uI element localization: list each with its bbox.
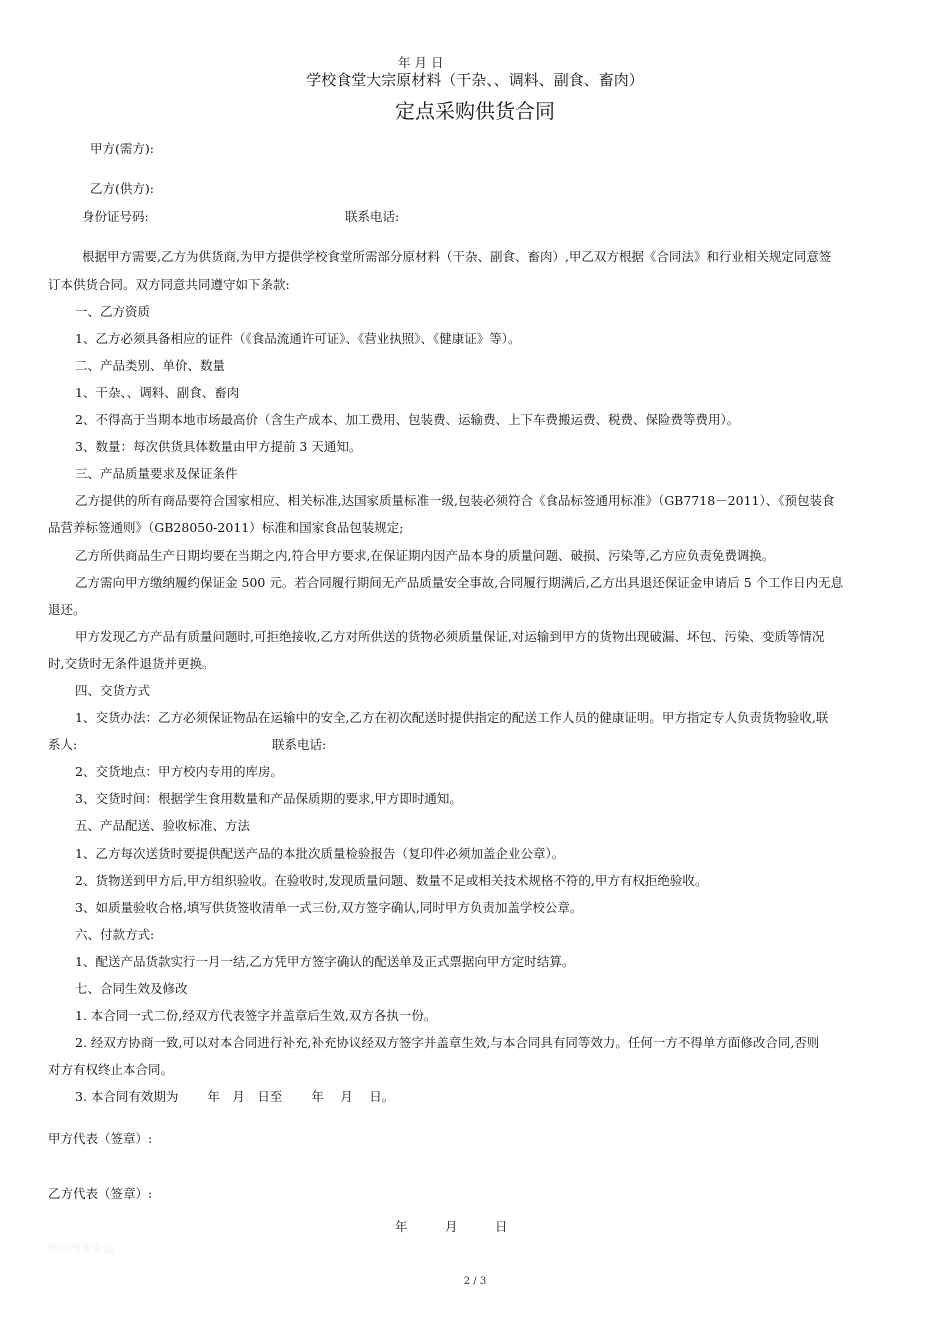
section-3-heading: 三、产品质量要求及保证条件 xyxy=(75,466,238,481)
header-date: 年 月 日 xyxy=(398,55,444,70)
party-a-label: 甲方(需方): xyxy=(90,141,154,156)
section-3-para-3-line-2: 退还。 xyxy=(48,602,86,617)
document-subtitle: 学校食堂大宗原材料（干杂、、调料、副食、畜肉） xyxy=(306,71,644,89)
section-3-para-2: 乙方所供商品生产日期均要在当期之内,符合甲方要求,在保证期内因产品本身的质量问题、破损、污染等,乙方应负责免费调换。 xyxy=(75,548,775,563)
section-1-item-1: 1、乙方必须具备相应的证件（《食品流通许可证》、《营业执照》、《健康证》等）。 xyxy=(75,331,521,346)
section-2-heading: 二、产品类别、单价、数量 xyxy=(75,358,226,373)
section-5-item-1: 1、乙方每次送货时要提供配送产品的本批次质量检验报告（复印件必须加盖企业公章）。 xyxy=(75,846,565,861)
section-7-item-3: 3. 本合同有效期为 年 月 日至 年 月 日。 xyxy=(75,1089,395,1104)
phone-label: 联系电话: xyxy=(345,209,400,224)
section-2-item-3: 3、数量：每次供货具体数量由甲方提前 3 天通知。 xyxy=(75,439,362,454)
section-4-heading: 四、交货方式 xyxy=(75,683,151,698)
section-4-item-1-line-1: 1、交货办法：乙方必须保证物品在运输中的安全,乙方在初次配送时提供指定的配送工作人员的健康证明。甲方指定专人负责货物验收,联 xyxy=(75,710,829,725)
party-b-label: 乙方(供方): xyxy=(90,181,154,196)
section-7-item-1: 1. 本合同一式二份,经双方代表签字并盖章后生效,双方各执一份。 xyxy=(75,1008,437,1023)
section-3-para-1-line-2: 品营养标签通则》（GB28050-2011）标准和国家食品包装规定; xyxy=(48,520,404,535)
section-7-item-2-line-2: 对方有权终止本合同。 xyxy=(48,1062,174,1077)
party-a-signature-label: 甲方代表（签章）: xyxy=(48,1131,153,1146)
page-number: 2 / 3 xyxy=(463,1276,487,1287)
intro-line-2: 订本供货合同。双方同意共同遵守如下条款: xyxy=(48,277,290,292)
intro-line-1: 根据甲方需要,乙方为供货商,为甲方提供学校食堂所需部分原材料（干杂、副食、畜肉）,甲乙双方根据《合同法》和行业相关规定同意签 xyxy=(82,249,832,264)
section-4-item-2: 2、交货地点：甲方校内专用的库房。 xyxy=(75,764,283,779)
watermark-text: 知识改变命运 xyxy=(48,1242,114,1255)
section-4-item-3: 3、交货时间：根据学生食用数量和产品保质期的要求,甲方即时通知。 xyxy=(75,791,462,806)
section-7-item-2-line-1: 2. 经双方协商一致,可以对本合同进行补充,补充协议经双方签字并盖章生效,与本合同具有同等效力。任何一方不得单方面修改合同,否则 xyxy=(75,1035,820,1050)
document-title: 定点采购供货合同 xyxy=(395,99,555,123)
party-b-signature-label: 乙方代表（签章）: xyxy=(48,1186,153,1201)
section-6-heading: 六、付款方式: xyxy=(75,927,155,942)
section-1-heading: 一、乙方资质 xyxy=(75,304,151,319)
section-6-item-1: 1、配送产品货款实行一月一结,乙方凭甲方签字确认的配送单及正式票据向甲方定时结算。 xyxy=(75,954,575,969)
section-2-item-1: 1、干杂、、调料、副食、畜肉 xyxy=(75,385,240,400)
section-7-heading: 七、合同生效及修改 xyxy=(75,981,188,996)
section-4-phone-label: 联系电话: xyxy=(272,737,327,752)
section-3-para-3-line-1: 乙方需向甲方缴纳履约保证金 500 元。若合同履行期间无产品质量安全事故,合同履行期满后,乙方出具退还保证金申请后 5 个工作日内无息 xyxy=(75,575,844,590)
section-5-heading: 五、产品配送、验收标准、方法 xyxy=(75,818,251,833)
section-3-para-4-line-2: 时,交货时无条件退货并更换。 xyxy=(48,656,215,671)
section-4-contact-label: 系人: xyxy=(48,737,78,752)
section-3-para-4-line-1: 甲方发现乙方产品有质量问题时,可拒绝接收,乙方对所供送的货物必须质量保证,对运输到甲方的货物出现破漏、坏包、污染、变质等情况 xyxy=(75,629,825,644)
signature-date: 年 月 日 xyxy=(395,1219,508,1234)
section-5-item-3: 3、如质量验收合格,填写供货签收清单一式三份,双方签字确认,同时甲方负责加盖学校公章。 xyxy=(75,900,583,915)
section-5-item-2: 2、货物送到甲方后,甲方组织验收。在验收时,发现质量问题、数量不足或相关技术规格不符的,甲方有权拒绝验收。 xyxy=(75,873,708,888)
section-2-item-2: 2、不得高于当期本地市场最高价（含生产成本、加工费用、包装费、运输费、上下车费搬运费、税费、保险费等费用）。 xyxy=(75,412,740,427)
section-3-para-1-line-1: 乙方提供的所有商品要符合国家相应、相关标准,达国家质量标准一级,包装必须符合《食品标签通用标准》（GB7718－2011）、《预包装食 xyxy=(75,493,835,508)
id-number-label: 身份证号码: xyxy=(82,209,149,224)
